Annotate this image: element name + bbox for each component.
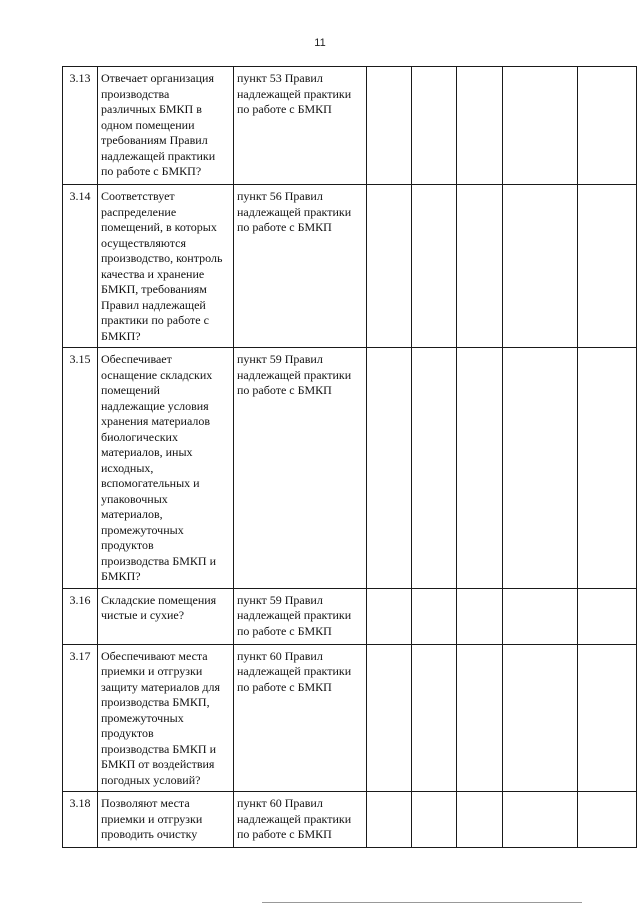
answer-no-cell[interactable] (412, 792, 457, 848)
question-cell: Обеспечивает оснащение складских помещений надлежащие условия хранения материалов биологических материалов, иных исходных, вспомогательных и упаковочных материалов, промежуточных продуктов производства БМКП и БМКП? (98, 348, 234, 589)
answer-na-cell[interactable] (457, 348, 503, 589)
question-cell: Позволяют места приемки и отгрузки проводить очистку (98, 792, 234, 848)
table-row (63, 588, 637, 644)
comment-cell[interactable] (578, 644, 637, 792)
answer-yes-cell[interactable] (367, 792, 412, 848)
reference-cell: пункт 53 Правил надлежащей практики по работе с БМКП (234, 67, 367, 185)
answer-na-cell[interactable] (457, 67, 503, 185)
bottom-divider (262, 902, 582, 903)
answer-extra-cell[interactable] (503, 644, 578, 792)
table-row (63, 644, 637, 792)
row-number: 3.14 (63, 185, 98, 348)
row-number: 3.15 (63, 348, 98, 589)
reference-cell: пункт 59 Правил надлежащей практики по работе с БМКП (234, 348, 367, 589)
row-number: 3.16 (63, 588, 98, 644)
answer-no-cell[interactable] (412, 644, 457, 792)
answer-extra-cell[interactable] (503, 348, 578, 589)
checklist-table (62, 66, 637, 848)
row-number: 3.18 (63, 792, 98, 848)
answer-na-cell[interactable] (457, 588, 503, 644)
answer-yes-cell[interactable] (367, 67, 412, 185)
answer-extra-cell[interactable] (503, 588, 578, 644)
question-cell: Обеспечивают места приемки и отгрузки защиту материалов для производства БМКП, промежуточных продуктов производства БМКП и БМКП от воздействия погодных условий? (98, 644, 234, 792)
answer-no-cell[interactable] (412, 348, 457, 589)
answer-extra-cell[interactable] (503, 185, 578, 348)
answer-yes-cell[interactable] (367, 185, 412, 348)
table-row (63, 67, 637, 185)
reference-cell: пункт 60 Правил надлежащей практики по работе с БМКП (234, 644, 367, 792)
question-cell: Складские помещения чистые и сухие? (98, 588, 234, 644)
comment-cell[interactable] (578, 348, 637, 589)
answer-extra-cell[interactable] (503, 67, 578, 185)
answer-na-cell[interactable] (457, 792, 503, 848)
comment-cell[interactable] (578, 185, 637, 348)
answer-na-cell[interactable] (457, 644, 503, 792)
reference-cell: пункт 60 Правил надлежащей практики по работе с БМКП (234, 792, 367, 848)
comment-cell[interactable] (578, 792, 637, 848)
comment-cell[interactable] (578, 67, 637, 185)
answer-na-cell[interactable] (457, 185, 503, 348)
question-cell: Отвечает организация производства различных БМКП в одном помещении требованиям Правил надлежащей практики по работе с БМКП? (98, 67, 234, 185)
answer-no-cell[interactable] (412, 588, 457, 644)
row-number: 3.17 (63, 644, 98, 792)
answer-no-cell[interactable] (412, 67, 457, 185)
table-row (63, 792, 637, 848)
table-row (63, 185, 637, 348)
question-cell: Соответствует распределение помещений, в которых осуществляются производство, контроль качества и хранение БМКП, требованиям Правил надлежащей практики по работе с БМКП? (98, 185, 234, 348)
answer-extra-cell[interactable] (503, 792, 578, 848)
comment-cell[interactable] (578, 588, 637, 644)
answer-yes-cell[interactable] (367, 588, 412, 644)
row-number: 3.13 (63, 67, 98, 185)
reference-cell: пункт 59 Правил надлежащей практики по работе с БМКП (234, 588, 367, 644)
answer-yes-cell[interactable] (367, 348, 412, 589)
page-number: 11 (314, 37, 326, 49)
answer-no-cell[interactable] (412, 185, 457, 348)
reference-cell: пункт 56 Правил надлежащей практики по работе с БМКП (234, 185, 367, 348)
table-row (63, 348, 637, 589)
answer-yes-cell[interactable] (367, 644, 412, 792)
